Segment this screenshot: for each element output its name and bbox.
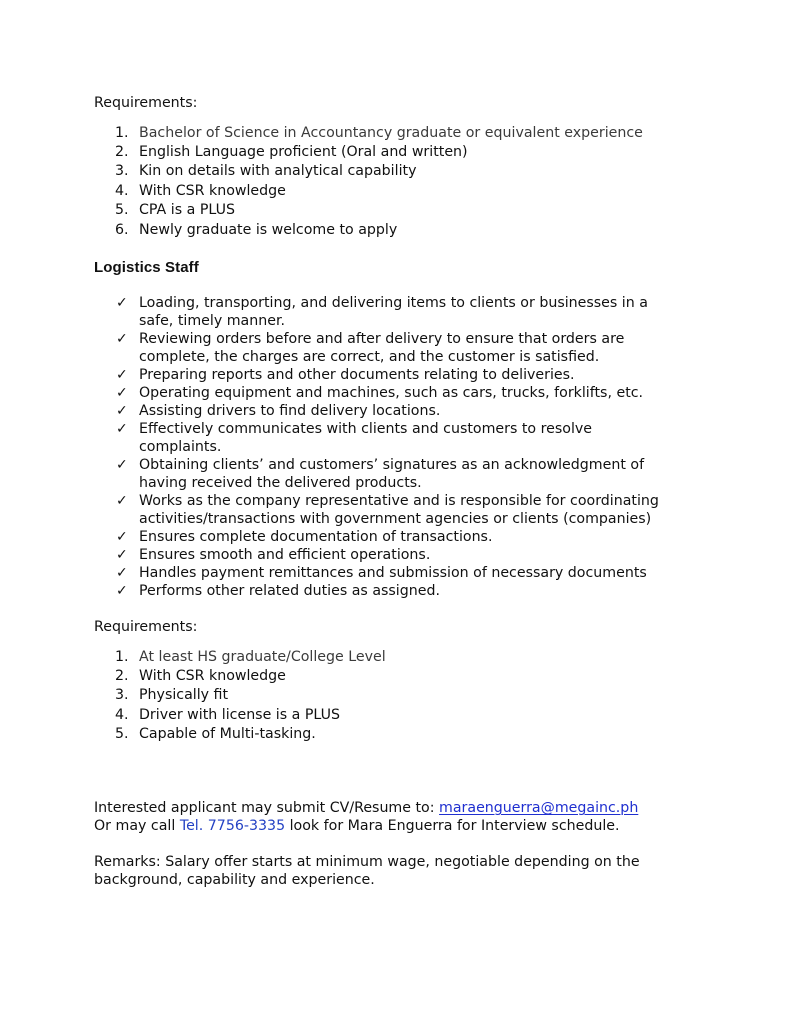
- list-item: [0, 366, 791, 384]
- list-item-text: Kin on details with analytical capability: [139, 163, 417, 179]
- check-icon: ✓: [116, 421, 128, 437]
- list-item: [0, 402, 791, 420]
- list-item: [0, 330, 791, 366]
- list-item-text: CPA is a PLUS: [139, 202, 235, 218]
- contact-line-phone: [94, 817, 620, 835]
- list-number: 5.: [115, 202, 129, 218]
- list-item: [0, 294, 791, 330]
- remarks-line-continued: background, capability and experience.: [94, 872, 375, 888]
- list-item: [0, 182, 791, 200]
- list-item-text: Bachelor of Science in Accountancy graduate or equivalent experience: [139, 125, 643, 141]
- list-item: [0, 124, 791, 142]
- list-item: [0, 143, 791, 161]
- list-item: [0, 648, 791, 666]
- list-item: [0, 456, 791, 492]
- check-icon: ✓: [116, 547, 128, 563]
- list-item-text: Physically fit: [139, 687, 229, 703]
- list-number: 1.: [115, 125, 129, 141]
- list-number: 1.: [115, 649, 129, 665]
- check-icon: ✓: [116, 331, 128, 347]
- requirements-label: Requirements:: [94, 95, 198, 111]
- list-item-text: With CSR knowledge: [139, 668, 286, 684]
- list-number: 6.: [115, 222, 129, 238]
- list-number: 2.: [115, 668, 129, 684]
- list-item-text-continued: activities/transactions with government agencies or clients (companies): [139, 511, 652, 527]
- list-item-text: English Language proficient (Oral and written): [139, 144, 468, 160]
- list-item: [0, 725, 791, 743]
- list-item: [0, 162, 791, 180]
- check-icon: ✓: [116, 457, 128, 473]
- email-link[interactable]: maraenguerra@megainc.ph: [439, 800, 639, 816]
- list-item: [0, 528, 791, 546]
- list-item-text: Ensures smooth and efficient operations.: [139, 547, 431, 563]
- list-item-text-continued: having received the delivered products.: [139, 475, 422, 491]
- list-item: [0, 221, 791, 239]
- list-number: 4.: [115, 183, 129, 199]
- list-item-text-continued: complaints.: [139, 439, 222, 455]
- contact-phone-prefix: Or may call: [94, 818, 180, 834]
- check-icon: ✓: [116, 403, 128, 419]
- list-item-text: Reviewing orders before and after delivery to ensure that orders are: [139, 331, 625, 347]
- list-item: [0, 201, 791, 219]
- list-item-text: Works as the company representative and is responsible for coordinating: [139, 493, 659, 509]
- check-icon: ✓: [116, 583, 128, 599]
- list-item-text: With CSR knowledge: [139, 183, 286, 199]
- list-item-text: At least HS graduate/College Level: [139, 649, 386, 665]
- list-item-text: Preparing reports and other documents relating to deliveries.: [139, 367, 575, 383]
- list-item: [0, 420, 791, 456]
- list-item-text: Driver with license is a PLUS: [139, 707, 341, 723]
- list-item-text: Newly graduate is welcome to apply: [139, 222, 398, 238]
- list-item-text-continued: complete, the charges are correct, and the customer is satisfied.: [139, 349, 600, 365]
- contact-email-prefix: Interested applicant may submit CV/Resume to:: [94, 800, 440, 816]
- check-icon: ✓: [116, 565, 128, 581]
- list-item: [0, 706, 791, 724]
- list-number: 2.: [115, 144, 129, 160]
- list-item-text-continued: safe, timely manner.: [139, 313, 285, 329]
- list-item-text: Capable of Multi-tasking.: [139, 726, 316, 742]
- list-item: [0, 564, 791, 582]
- check-icon: ✓: [116, 385, 128, 401]
- check-icon: ✓: [116, 367, 128, 383]
- list-item: [0, 546, 791, 564]
- phone-number[interactable]: Tel. 7756-3335: [179, 818, 286, 834]
- list-item-text: Assisting drivers to find delivery locations.: [139, 403, 441, 419]
- list-item-text: Ensures complete documentation of transactions.: [139, 529, 493, 545]
- list-item-text: Handles payment remittances and submission of necessary documents: [139, 565, 647, 581]
- section-heading: Logistics Staff: [94, 259, 199, 276]
- list-item: [0, 686, 791, 704]
- list-item: [0, 384, 791, 402]
- list-item-text: Loading, transporting, and delivering items to clients or businesses in a: [139, 295, 648, 311]
- check-icon: ✓: [116, 295, 128, 311]
- requirements-label: Requirements:: [94, 619, 198, 635]
- list-number: 3.: [115, 687, 129, 703]
- list-number: 3.: [115, 163, 129, 179]
- list-item-text: Performs other related duties as assigned.: [139, 583, 440, 599]
- list-item-text: Operating equipment and machines, such as cars, trucks, forklifts, etc.: [139, 385, 644, 401]
- check-icon: ✓: [116, 493, 128, 509]
- list-item: [0, 667, 791, 685]
- list-item: [0, 582, 791, 600]
- list-item-text: Obtaining clients’ and customers’ signatures as an acknowledgment of: [139, 457, 645, 473]
- contact-line-email: [94, 799, 638, 817]
- list-number: 5.: [115, 726, 129, 742]
- contact-phone-suffix: look for Mara Enguerra for Interview schedule.: [285, 818, 620, 834]
- remarks-line: Remarks: Salary offer starts at minimum wage, negotiable depending on the: [94, 854, 640, 870]
- list-number: 4.: [115, 707, 129, 723]
- check-icon: ✓: [116, 529, 128, 545]
- list-item-text: Effectively communicates with clients and customers to resolve: [139, 421, 593, 437]
- list-item: [0, 492, 791, 528]
